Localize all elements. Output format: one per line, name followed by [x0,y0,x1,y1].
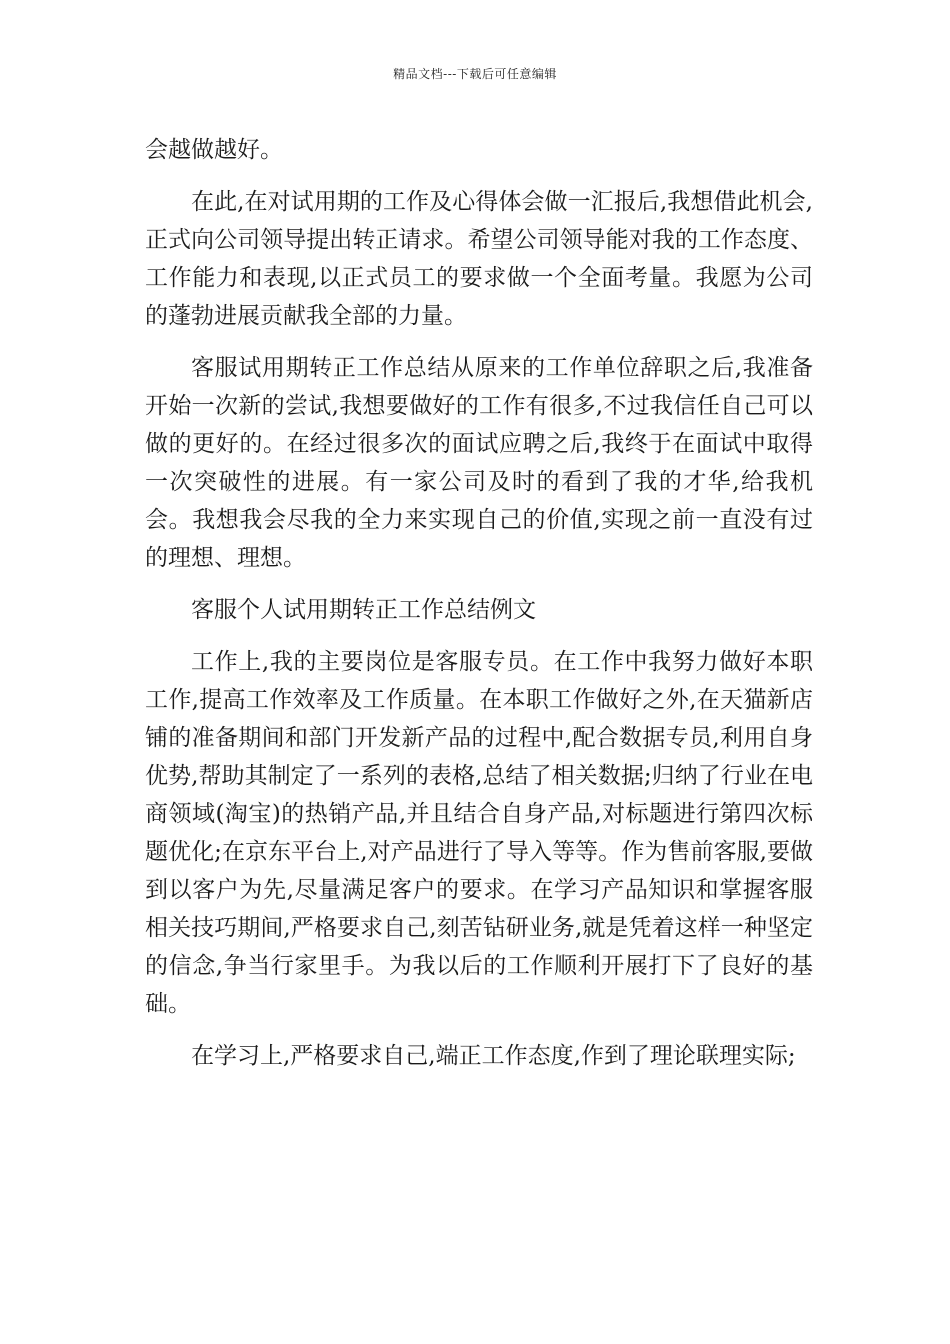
paragraph: 在学习上,严格要求自己,端正工作态度,作到了理论联理实际; [191,1043,796,1069]
paragraph: 客服试用期转正工作总结从原来的工作单位辞职之后,我准备开始一次新的尝试,我想要做好的工作有很多,不过我信任自己可以做的更好的。在经过很多次的面试应聘之后,我终于在面试中取得一次突破性的进展。有一家公司及时的看到了我的才华,给我机会。我想我会尽我的全力来实现自己的价值,实现之前一直没有过的理想、理想。 [145,355,813,571]
document-body [145,131,813,1089]
paragraph-continuation: 会越做越好。 [145,137,283,163]
paragraph: 在此,在对试用期的工作及心得体会做一汇报后,我想借此机会,正式向公司领导提出转正请求。希望公司领导能对我的工作态度、工作能力和表现,以正式员工的要求做一个全面考量。我愿为公司的蓬勃进展贡献我全部的力量。 [145,189,813,329]
section-heading: 客服个人试用期转正工作总结例文 [191,597,536,623]
paragraph: 工作上,我的主要岗位是客服专员。在工作中我努力做好本职工作,提高工作效率及工作质量。在本职工作做好之外,在天猫新店铺的准备期间和部门开发新产品的过程中,配合数据专员,利用自身优势,帮助其制定了一系列的表格,总结了相关数据;归纳了行业在电商领域(淘宝)的热销产品,并且结合自身产品,对标题进行第四次标题优化;在京东平台上,对产品进行了导入等等。作为售前客服,要做到以客户为先,尽量满足客户的要求。在学习产品知识和掌握客服相关技巧期间,严格要求自己,刻苦钻研业务,就是凭着这样一种坚定的信念,争当行家里手。为我以后的工作顺利开展打下了良好的基础。 [145,649,813,1017]
page-header: 精品文档---下载后可任意编辑 [393,67,557,81]
